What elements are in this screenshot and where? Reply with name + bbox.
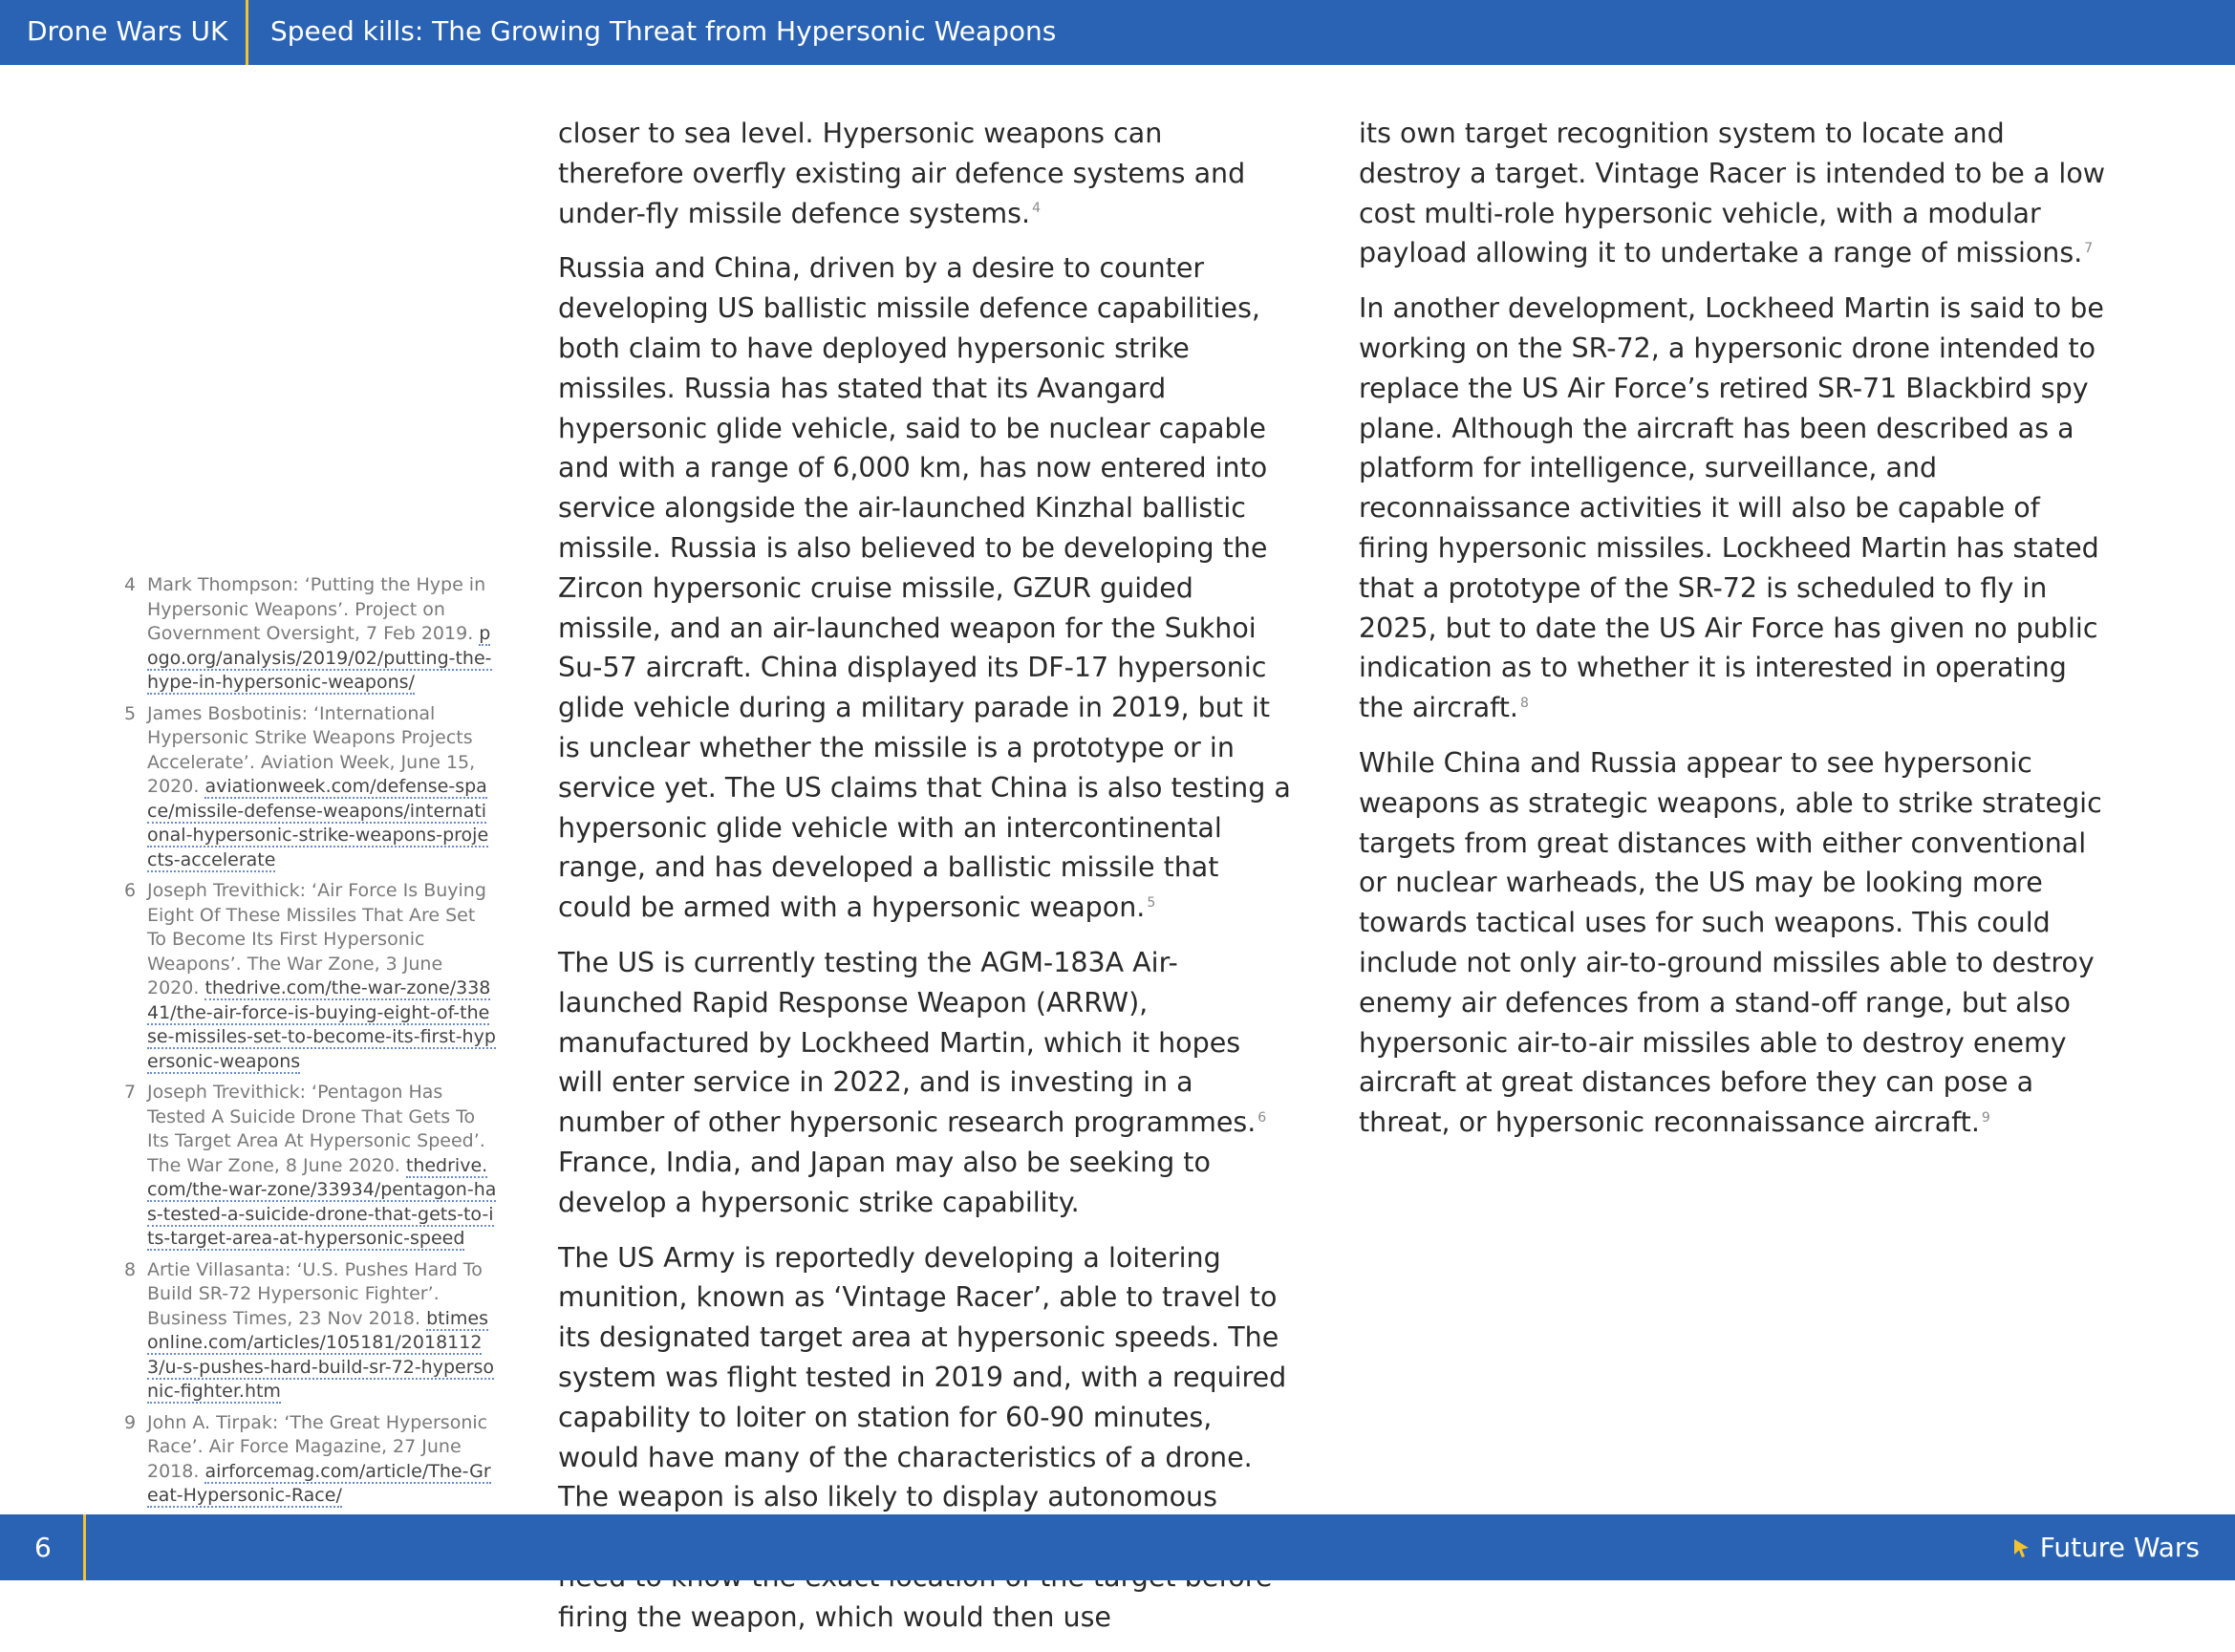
- header-divider: [246, 0, 248, 65]
- footnote-link[interactable]: btimesonline.com/articles/105181/20181123/u-s-pushes-hard-build-sr-72-hypersonic-fighter.htm: [147, 1307, 495, 1402]
- paragraph-text: France, India, and Japan may also be seeking to develop a hypersonic strike capability.: [558, 1146, 1211, 1218]
- footer-brand-label: Future Wars: [2039, 1532, 2200, 1563]
- footnote-number: 5: [124, 702, 137, 724]
- paragraph: [1359, 114, 2106, 273]
- document-title: Speed kills: The Growing Threat from Hypersonic Weapons: [270, 15, 1057, 47]
- paragraph: [1359, 743, 2106, 1143]
- header-bar: [0, 0, 2235, 65]
- footnotes-list: [124, 573, 497, 1515]
- footnote-ref[interactable]: 5: [1147, 894, 1156, 911]
- footer-brand: [2011, 1532, 2200, 1564]
- org-name: Drone Wars UK: [27, 15, 228, 47]
- footnote-item: [124, 1258, 497, 1405]
- paragraph-text: In another development, Lockheed Martin is said to be working on the SR-72, a hypersonic drone intended to replace the US Air Force’s retired SR-71 Blackbird spy plane. Although the aircraft has been described as a platform for intelligence, surveillance, and reconnaissance activities it will also be capable of firing hypersonic missiles. Lockheed Martin has stated that a prototype of the SR-72 is scheduled to fly in 2025, but to date the US Air Force has given no public indication as to whether it is interested in operating the aircraft.: [1359, 292, 2104, 724]
- paragraph-text: The US Army is reportedly developing a loitering munition, known as ‘Vintage Racer’, able to travel to its designated target area at hypersonic speeds. The system was flight tested in 2019 and, with a required capability to loiter on station for 60-90 minutes, would have many of the characteristics of a drone. The weapon is also likely to display autonomous firing the weapon, which would then use: [558, 1241, 1287, 1633]
- footnote-item: [124, 1411, 497, 1509]
- footnote-link[interactable]: airforcemag.com/article/The-Great-Hypersonic-Race/: [147, 1460, 491, 1506]
- footnote-number: 7: [124, 1082, 137, 1103]
- paragraph-text: The US is currently testing the AGM-183A Air-launched Rapid Response Weapon (ARRW), manufactured by Lockheed Martin, which it hopes will enter service in 2022, and is investing in a number of other hypersonic research programmes.: [558, 946, 1257, 1139]
- footer-divider: [83, 1514, 86, 1580]
- paragraph-text: closer to sea level. Hypersonic weapons can therefore overfly existing air defence systems and under-fly missile defence systems.: [558, 118, 1246, 229]
- footnote-item: [124, 702, 497, 873]
- footnote-text: Mark Thompson: ‘Putting the Hype in Hypersonic Weapons’. Project on Government Oversight, 7 Feb 2019.: [147, 574, 486, 644]
- body-column-right: [1359, 114, 2106, 1158]
- footnote-link[interactable]: thedrive.com/the-war-zone/33934/pentagon-has-tested-a-suicide-drone-that-gets-to-its-target-area-at-hypersonic-speed: [147, 1154, 497, 1249]
- footnote-item: [124, 879, 497, 1074]
- paragraph: [558, 248, 1294, 928]
- footnote-text: John A. Tirpak: ‘The Great Hypersonic Race’. Air Force Magazine, 27 June 2018.: [147, 1411, 488, 1482]
- footnote-ref[interactable]: 4: [1032, 201, 1041, 217]
- footnote-ref[interactable]: 6: [1257, 1109, 1267, 1126]
- paragraph: [558, 943, 1294, 1223]
- footnote-link[interactable]: aviationweek.com/defense-space/missile-defense-weapons/international-hypersonic-strike-weapons-projects-accelerate: [147, 776, 489, 870]
- footnote-item: [124, 573, 497, 696]
- footnote-text: Artie Villasanta: ‘U.S. Pushes Hard To Build SR-72 Hypersonic Fighter’. Business Times, 23 Nov 2018.: [147, 1258, 483, 1329]
- footnote-number: 6: [124, 880, 137, 901]
- footnote-number: 9: [124, 1411, 137, 1433]
- arrow-cursor-icon: [2011, 1537, 2032, 1558]
- footnote-number: 4: [124, 574, 137, 595]
- paragraph: [558, 114, 1294, 233]
- page-number: 6: [34, 1532, 52, 1563]
- footer-bar: [0, 1514, 2235, 1580]
- footnote-text: James Bosbotinis: ‘International Hypersonic Strike Weapons Projects Accelerate’. Aviation Week, June 15, 2020.: [147, 702, 476, 797]
- paragraph-text: Russia and China, driven by a desire to counter developing US ballistic missile defence capabilities, both claim to have deployed hypersonic strike missiles. Russia has stated that its Avangard hypersonic glide vehicle, said to be nuclear capable and with a range of 6,000 km, has now entered into service alongside the air-launched Kinzhal ballistic missile. Russia is also believed to be developing the Zircon hypersonic cruise missile, GZUR guided missile, and an air-launched weapon for the Sukhoi Su-57 aircraft. China displayed its DF-17 hypersonic glide vehicle during a military parade in 2019, but it is unclear whether the missile is a prototype or in service yet. The US claims that China is also testing a hypersonic glide vehicle with an intercontinental range, and has developed a ballistic missile that could be armed with a hypersonic weapon.: [558, 252, 1291, 924]
- footnote-link[interactable]: pogo.org/analysis/2019/02/putting-the-hype-in-hypersonic-weapons/: [147, 623, 492, 693]
- footnote-link[interactable]: thedrive.com/the-war-zone/33841/the-air-force-is-buying-eight-of-these-missiles-set-to-become-its-first-hypersonic-weapons: [147, 977, 496, 1072]
- footnote-number: 8: [124, 1258, 137, 1280]
- footnote-ref[interactable]: 9: [1981, 1109, 1990, 1126]
- body-column-left: [558, 114, 1294, 1652]
- paragraph-text: While China and Russia appear to see hypersonic weapons as strategic weapons, able to strike strategic targets from great distances with either conventional or nuclear warheads, the US may be looking more towards tactical uses for such weapons. This could include not only air-to-ground missiles able to destroy enemy air defences from a stand-off range, but also hypersonic air-to-air missiles able to destroy enemy aircraft at great distances before they can pose a threat, or hypersonic reconnaissance aircraft.: [1359, 746, 2102, 1139]
- paragraph-text: its own target recognition system to locate and destroy a target. Vintage Racer is intended to be a low cost multi-role hypersonic vehicle, with a modular payload allowing it to undertake a range of missions.: [1359, 118, 2106, 269]
- footnote-ref[interactable]: 8: [1519, 695, 1529, 711]
- footnote-text: Joseph Trevithick: ‘Air Force Is Buying Eight Of These Missiles That Are Set To Become Its First Hypersonic Weapons’. The War Zone, 3 June 2020.: [147, 880, 486, 998]
- footnote-item: [124, 1081, 497, 1252]
- footnote-text: Joseph Trevithick: ‘Pentagon Has Tested A Suicide Drone That Gets To Its Target Area At Hypersonic Speed’. The War Zone, 8 June 2020.: [147, 1082, 485, 1176]
- paragraph: [1359, 289, 2106, 728]
- footnote-ref[interactable]: 7: [2084, 240, 2094, 256]
